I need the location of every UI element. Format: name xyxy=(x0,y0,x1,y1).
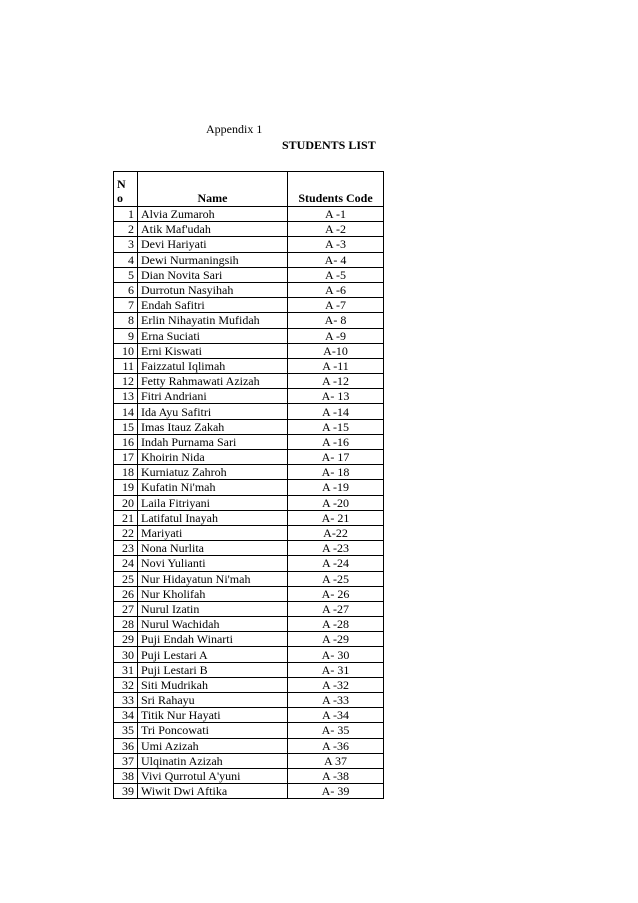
student-code: A -5 xyxy=(288,267,384,282)
student-name: Endah Safitri xyxy=(138,298,288,313)
table-row xyxy=(114,465,384,480)
student-name: Siti Mudrikah xyxy=(138,677,288,692)
student-code: A -19 xyxy=(288,480,384,495)
column-header-no-line1: N xyxy=(117,177,126,191)
table-row xyxy=(114,601,384,616)
student-code: A -24 xyxy=(288,556,384,571)
row-number: 12 xyxy=(114,374,138,389)
table-row xyxy=(114,222,384,237)
table-row xyxy=(114,328,384,343)
table-row xyxy=(114,313,384,328)
student-code: A- 17 xyxy=(288,450,384,465)
student-name: Novi Yulianti xyxy=(138,556,288,571)
table-row xyxy=(114,358,384,373)
table-row xyxy=(114,298,384,313)
row-number: 7 xyxy=(114,298,138,313)
student-code: A -28 xyxy=(288,617,384,632)
row-number: 35 xyxy=(114,723,138,738)
page-title: STUDENTS LIST xyxy=(282,138,376,152)
student-code: A -16 xyxy=(288,434,384,449)
row-number: 34 xyxy=(114,708,138,723)
row-number: 23 xyxy=(114,541,138,556)
row-number: 20 xyxy=(114,495,138,510)
student-code: A -9 xyxy=(288,328,384,343)
row-number: 30 xyxy=(114,647,138,662)
table-row xyxy=(114,404,384,419)
student-name: Dewi Nurmaningsih xyxy=(138,252,288,267)
row-number: 27 xyxy=(114,601,138,616)
student-name: Fetty Rahmawati Azizah xyxy=(138,374,288,389)
student-name: Erni Kiswati xyxy=(138,343,288,358)
row-number: 29 xyxy=(114,632,138,647)
row-number: 11 xyxy=(114,358,138,373)
row-number: 18 xyxy=(114,465,138,480)
row-number: 36 xyxy=(114,738,138,753)
student-code: A -7 xyxy=(288,298,384,313)
student-code: A-10 xyxy=(288,343,384,358)
row-number: 13 xyxy=(114,389,138,404)
row-number: 6 xyxy=(114,282,138,297)
table-row xyxy=(114,252,384,267)
student-code: A -32 xyxy=(288,677,384,692)
students-table xyxy=(113,171,384,799)
column-header-no xyxy=(114,172,138,207)
row-number: 28 xyxy=(114,617,138,632)
row-number: 25 xyxy=(114,571,138,586)
student-code: A- 8 xyxy=(288,313,384,328)
student-code: A- 39 xyxy=(288,784,384,799)
student-name: Wiwit Dwi Aftika xyxy=(138,784,288,799)
table-row xyxy=(114,723,384,738)
student-code: A -38 xyxy=(288,768,384,783)
student-code: A -29 xyxy=(288,632,384,647)
table-row xyxy=(114,343,384,358)
table-row xyxy=(114,738,384,753)
student-name: Alvia Zumaroh xyxy=(138,207,288,222)
student-code: A -36 xyxy=(288,738,384,753)
row-number: 19 xyxy=(114,480,138,495)
row-number: 22 xyxy=(114,525,138,540)
student-name: Titik Nur Hayati xyxy=(138,708,288,723)
table-row xyxy=(114,586,384,601)
row-number: 2 xyxy=(114,222,138,237)
row-number: 9 xyxy=(114,328,138,343)
student-name: Vivi Qurrotul A'yuni xyxy=(138,768,288,783)
student-name: Latifatul Inayah xyxy=(138,510,288,525)
student-name: Puji Lestari B xyxy=(138,662,288,677)
table-row xyxy=(114,632,384,647)
student-code: A -34 xyxy=(288,708,384,723)
student-code: A -6 xyxy=(288,282,384,297)
student-name: Nona Nurlita xyxy=(138,541,288,556)
student-code: A -12 xyxy=(288,374,384,389)
student-code: A-22 xyxy=(288,525,384,540)
table-row xyxy=(114,495,384,510)
student-code: A -20 xyxy=(288,495,384,510)
row-number: 3 xyxy=(114,237,138,252)
row-number: 10 xyxy=(114,343,138,358)
student-name: Erna Suciati xyxy=(138,328,288,343)
table-row xyxy=(114,389,384,404)
student-name: Fitri Andriani xyxy=(138,389,288,404)
student-name: Atik Maf'udah xyxy=(138,222,288,237)
row-number: 5 xyxy=(114,267,138,282)
student-name: Faizzatul Iqlimah xyxy=(138,358,288,373)
student-name: Mariyati xyxy=(138,525,288,540)
student-code: A- 35 xyxy=(288,723,384,738)
student-code: A- 21 xyxy=(288,510,384,525)
column-header-code: Students Code xyxy=(288,172,384,207)
student-code: A- 31 xyxy=(288,662,384,677)
student-name: Ida Ayu Safitri xyxy=(138,404,288,419)
table-row xyxy=(114,693,384,708)
student-name: Kurniatuz Zahroh xyxy=(138,465,288,480)
table-row xyxy=(114,525,384,540)
student-code: A 37 xyxy=(288,753,384,768)
row-number: 15 xyxy=(114,419,138,434)
table-row xyxy=(114,267,384,282)
table-row xyxy=(114,556,384,571)
student-code: A- 26 xyxy=(288,586,384,601)
table-row xyxy=(114,784,384,799)
row-number: 4 xyxy=(114,252,138,267)
student-code: A -33 xyxy=(288,693,384,708)
student-name: Kufatin Ni'mah xyxy=(138,480,288,495)
student-code: A -14 xyxy=(288,404,384,419)
table-row xyxy=(114,419,384,434)
student-code: A -23 xyxy=(288,541,384,556)
student-code: A- 18 xyxy=(288,465,384,480)
row-number: 39 xyxy=(114,784,138,799)
table-row xyxy=(114,571,384,586)
table-row xyxy=(114,237,384,252)
table-body xyxy=(114,207,384,799)
row-number: 8 xyxy=(114,313,138,328)
row-number: 14 xyxy=(114,404,138,419)
column-header-name: Name xyxy=(138,172,288,207)
student-name: Devi Hariyati xyxy=(138,237,288,252)
student-code: A -2 xyxy=(288,222,384,237)
row-number: 16 xyxy=(114,434,138,449)
student-code: A- 4 xyxy=(288,252,384,267)
table-row xyxy=(114,677,384,692)
student-name: Umi Azizah xyxy=(138,738,288,753)
student-name: Khoirin Nida xyxy=(138,450,288,465)
student-name: Nurul Wachidah xyxy=(138,617,288,632)
table-row xyxy=(114,662,384,677)
student-name: Indah Purnama Sari xyxy=(138,434,288,449)
row-number: 17 xyxy=(114,450,138,465)
student-code: A -27 xyxy=(288,601,384,616)
student-name: Nurul Izatin xyxy=(138,601,288,616)
row-number: 33 xyxy=(114,693,138,708)
student-code: A- 30 xyxy=(288,647,384,662)
column-header-no-line2: o xyxy=(117,191,123,205)
table-header-row xyxy=(114,172,384,207)
student-name: Tri Poncowati xyxy=(138,723,288,738)
student-code: A -11 xyxy=(288,358,384,373)
table-row xyxy=(114,768,384,783)
row-number: 38 xyxy=(114,768,138,783)
table-row xyxy=(114,282,384,297)
table-row xyxy=(114,647,384,662)
student-name: Sri Rahayu xyxy=(138,693,288,708)
table-row xyxy=(114,510,384,525)
row-number: 1 xyxy=(114,207,138,222)
student-code: A -15 xyxy=(288,419,384,434)
student-name: Nur Kholifah xyxy=(138,586,288,601)
appendix-label: Appendix 1 xyxy=(206,122,263,136)
row-number: 31 xyxy=(114,662,138,677)
student-name: Ulqinatin Azizah xyxy=(138,753,288,768)
student-code: A -25 xyxy=(288,571,384,586)
student-code: A- 13 xyxy=(288,389,384,404)
student-name: Laila Fitriyani xyxy=(138,495,288,510)
row-number: 21 xyxy=(114,510,138,525)
row-number: 24 xyxy=(114,556,138,571)
row-number: 26 xyxy=(114,586,138,601)
student-name: Puji Endah Winarti xyxy=(138,632,288,647)
student-code: A -3 xyxy=(288,237,384,252)
row-number: 37 xyxy=(114,753,138,768)
table-row xyxy=(114,541,384,556)
student-name: Erlin Nihayatin Mufidah xyxy=(138,313,288,328)
table-row xyxy=(114,480,384,495)
student-name: Puji Lestari A xyxy=(138,647,288,662)
row-number: 32 xyxy=(114,677,138,692)
table-row xyxy=(114,434,384,449)
student-code: A -1 xyxy=(288,207,384,222)
table-row xyxy=(114,374,384,389)
table-row xyxy=(114,450,384,465)
table-row xyxy=(114,617,384,632)
table-row xyxy=(114,708,384,723)
student-name: Durrotun Nasyihah xyxy=(138,282,288,297)
table-row xyxy=(114,207,384,222)
table-row xyxy=(114,753,384,768)
student-name: Imas Itauz Zakah xyxy=(138,419,288,434)
student-name: Dian Novita Sari xyxy=(138,267,288,282)
student-name: Nur Hidayatun Ni'mah xyxy=(138,571,288,586)
